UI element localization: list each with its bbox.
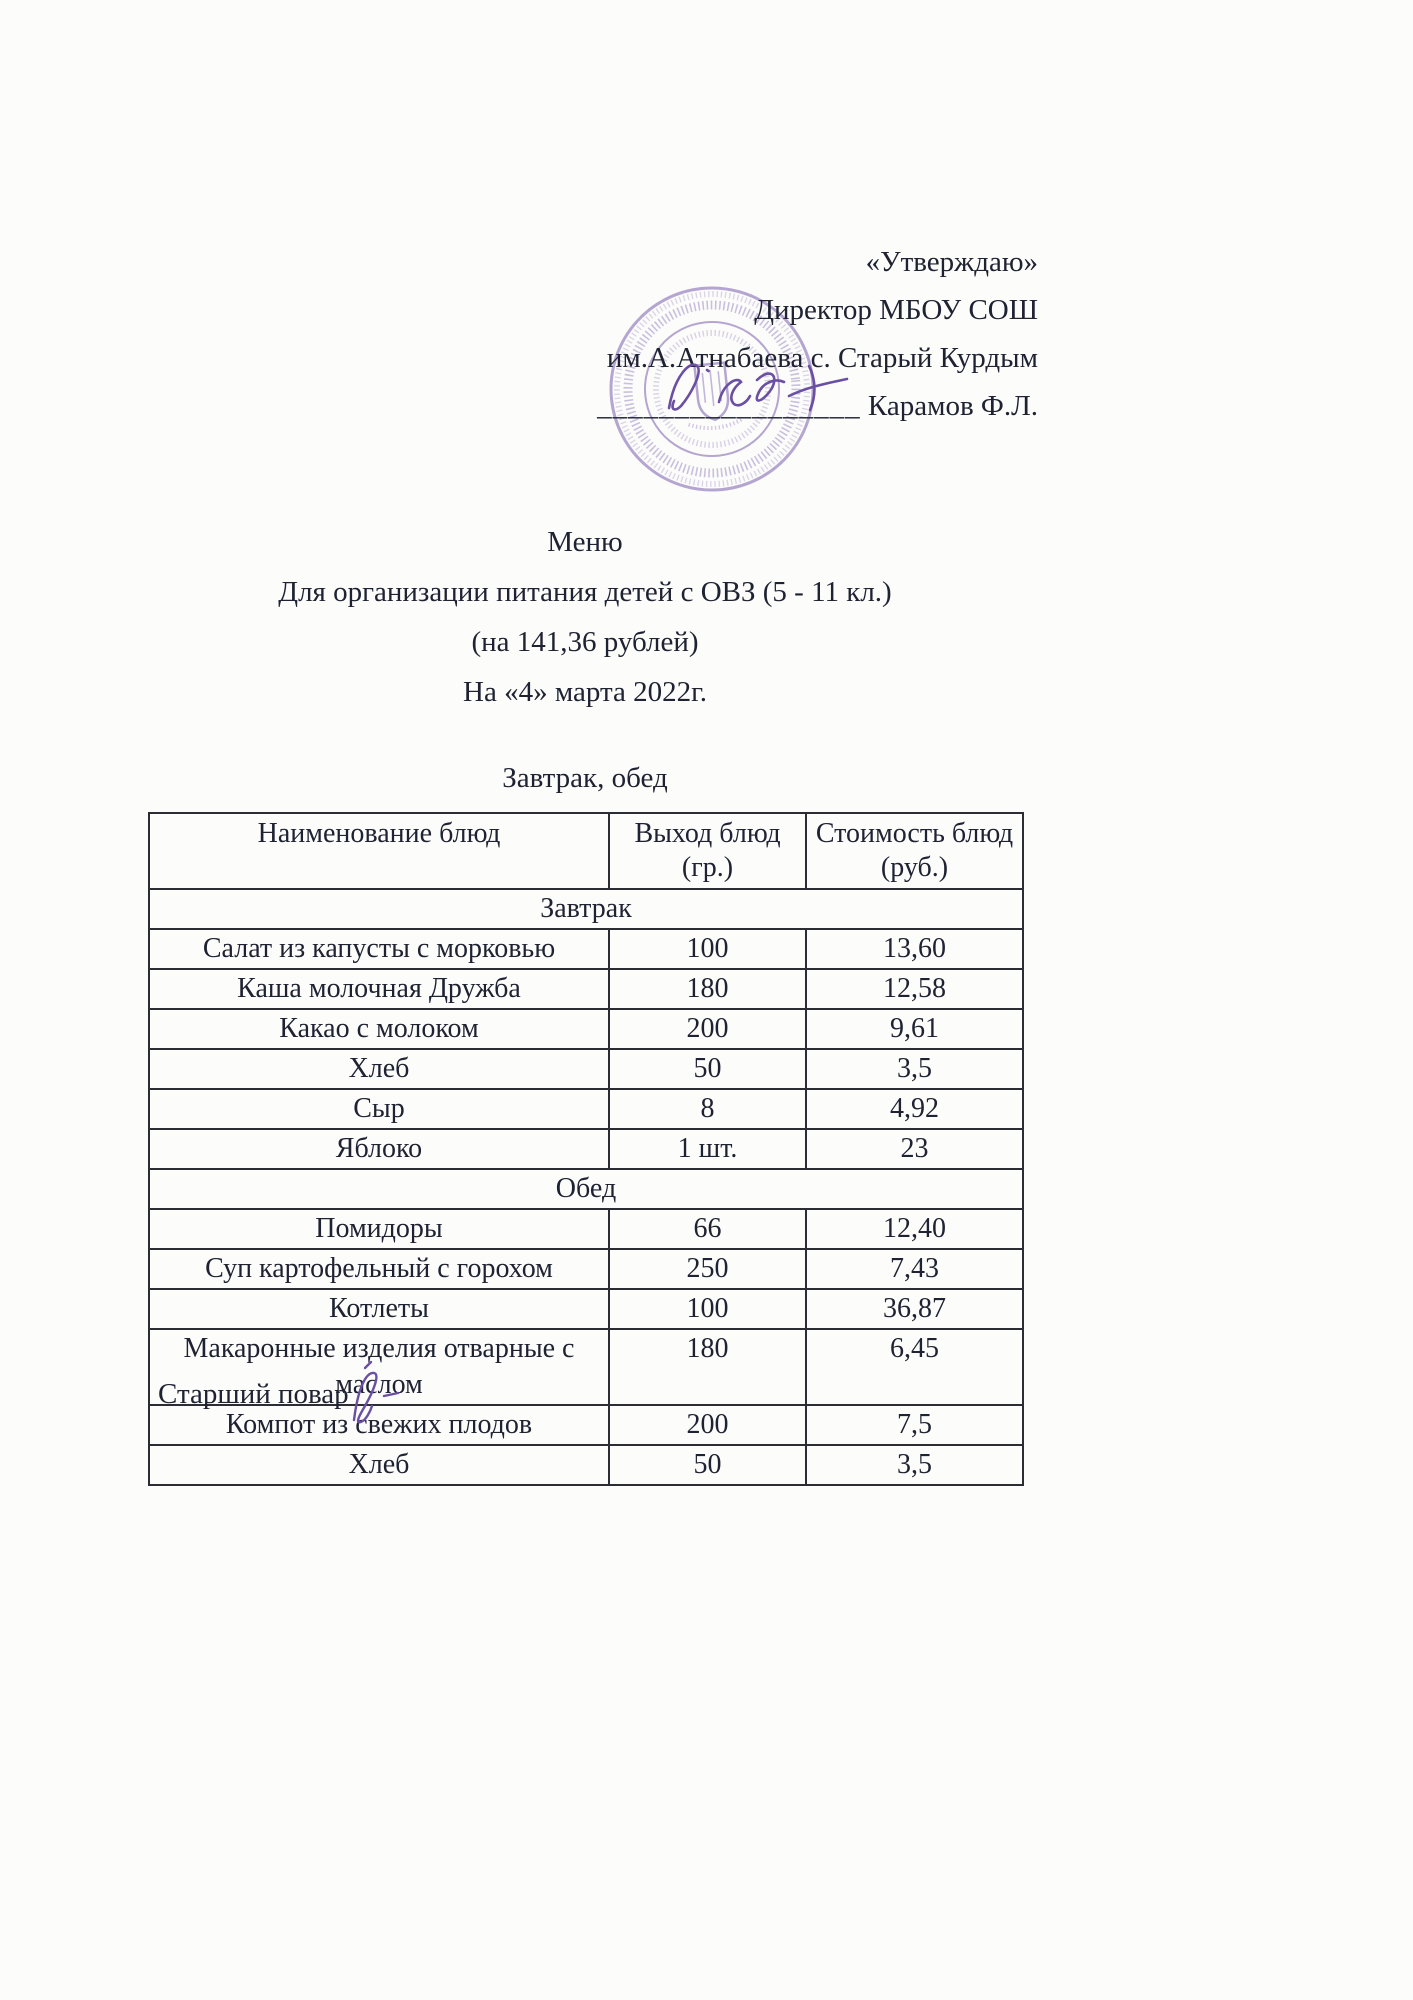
dish-output-cell: 100 <box>609 929 806 969</box>
dish-cost-cell: 3,5 <box>806 1049 1023 1089</box>
dish-name-cell: Какао с молоком <box>149 1009 609 1049</box>
chef-signature-graphic <box>332 1358 422 1438</box>
dish-name-cell: Хлеб <box>149 1445 609 1485</box>
footer <box>158 1378 349 1411</box>
chef-label: Старший повар <box>158 1378 349 1410</box>
table-row <box>149 929 1023 969</box>
dish-name-cell: Помидоры <box>149 1209 609 1249</box>
col-header-name <box>149 813 609 889</box>
table-row <box>149 1009 1023 1049</box>
col-header-output-line2: (гр.) <box>681 852 734 883</box>
menu-price-line: (на 141,36 рублей) <box>471 626 699 658</box>
col-header-output-line1: Выход блюд <box>634 818 781 849</box>
dish-output-cell: 8 <box>609 1089 806 1129</box>
table-row <box>149 1445 1023 1485</box>
table-row <box>149 1405 1023 1445</box>
menu-subtitle: Для организации питания детей с ОВЗ (5 - 11 кл.) <box>278 576 892 608</box>
dish-output-cell: 250 <box>609 1249 806 1289</box>
dish-cost-cell: 12,40 <box>806 1209 1023 1249</box>
section-row-lunch <box>149 1169 1023 1209</box>
dish-output-cell: 50 <box>609 1445 806 1485</box>
dish-output-cell: 180 <box>609 969 806 1009</box>
section-row-breakfast <box>149 889 1023 929</box>
dish-name-cell: Суп картофельный с горохом <box>149 1249 609 1289</box>
dish-output-cell: 66 <box>609 1209 806 1249</box>
table-row <box>149 1089 1023 1129</box>
col-header-cost <box>806 813 1023 889</box>
approval-school-line: им.А.Атнабаева с. Старый Курдым <box>606 342 1038 374</box>
section-title: Завтрак <box>149 889 1023 929</box>
col-header-name-label: Наименование блюд <box>257 818 501 849</box>
dish-output-cell: 100 <box>609 1289 806 1329</box>
director-signature-graphic <box>655 352 865 430</box>
dish-cost-cell: 7,5 <box>806 1405 1023 1445</box>
approval-sign-name: Карамов Ф.Л. <box>867 390 1038 422</box>
signature-blank-line: _________________ <box>597 390 861 422</box>
col-header-output <box>609 813 806 889</box>
dish-cost-cell: 6,45 <box>806 1329 1023 1405</box>
approval-quote: «Утверждаю» <box>865 246 1038 278</box>
dish-output-cell: 200 <box>609 1009 806 1049</box>
table-row <box>149 1289 1023 1329</box>
table-row <box>149 1249 1023 1289</box>
menu-date-line: На «4» марта 2022г. <box>463 676 707 708</box>
dish-name-cell: Компот из свежих плодов <box>149 1405 609 1445</box>
menu-title: Меню <box>547 526 623 558</box>
dish-name-cell: Каша молочная Дружба <box>149 969 609 1009</box>
dish-output-cell: 50 <box>609 1049 806 1089</box>
section-title: Обед <box>149 1169 1023 1209</box>
dish-cost-cell: 12,58 <box>806 969 1023 1009</box>
table-caption: Завтрак, обед <box>502 762 668 794</box>
director-signature <box>655 352 865 430</box>
chef-signature <box>332 1358 422 1438</box>
table-row <box>149 1129 1023 1169</box>
dish-name-cell: Макаронные изделия отварные с маслом <box>149 1329 609 1405</box>
header-row <box>149 813 1023 889</box>
dish-name-cell: Яблоко <box>149 1129 609 1169</box>
dish-output-cell: 180 <box>609 1329 806 1405</box>
title-block <box>148 527 1022 727</box>
dish-cost-cell: 3,5 <box>806 1445 1023 1485</box>
col-header-cost-line1: Стоимость блюд <box>815 818 1014 849</box>
dish-cost-cell: 4,92 <box>806 1089 1023 1129</box>
table-row <box>149 969 1023 1009</box>
dish-cost-cell: 7,43 <box>806 1249 1023 1289</box>
dish-output-cell: 200 <box>609 1405 806 1445</box>
dish-cost-cell: 23 <box>806 1129 1023 1169</box>
dish-name-cell: Котлеты <box>149 1289 609 1329</box>
dish-output-cell: 1 шт. <box>609 1129 806 1169</box>
dish-cost-cell: 9,61 <box>806 1009 1023 1049</box>
dish-name-cell: Салат из капусты с морковью <box>149 929 609 969</box>
approval-director-line: Директор МБОУ СОШ <box>754 294 1038 326</box>
col-header-cost-line2: (руб.) <box>880 852 949 883</box>
table-row <box>149 1049 1023 1089</box>
table-row <box>149 1209 1023 1249</box>
dish-name-cell: Хлеб <box>149 1049 609 1089</box>
dish-cost-cell: 13,60 <box>806 929 1023 969</box>
dish-name-cell: Сыр <box>149 1089 609 1129</box>
dish-cost-cell: 36,87 <box>806 1289 1023 1329</box>
